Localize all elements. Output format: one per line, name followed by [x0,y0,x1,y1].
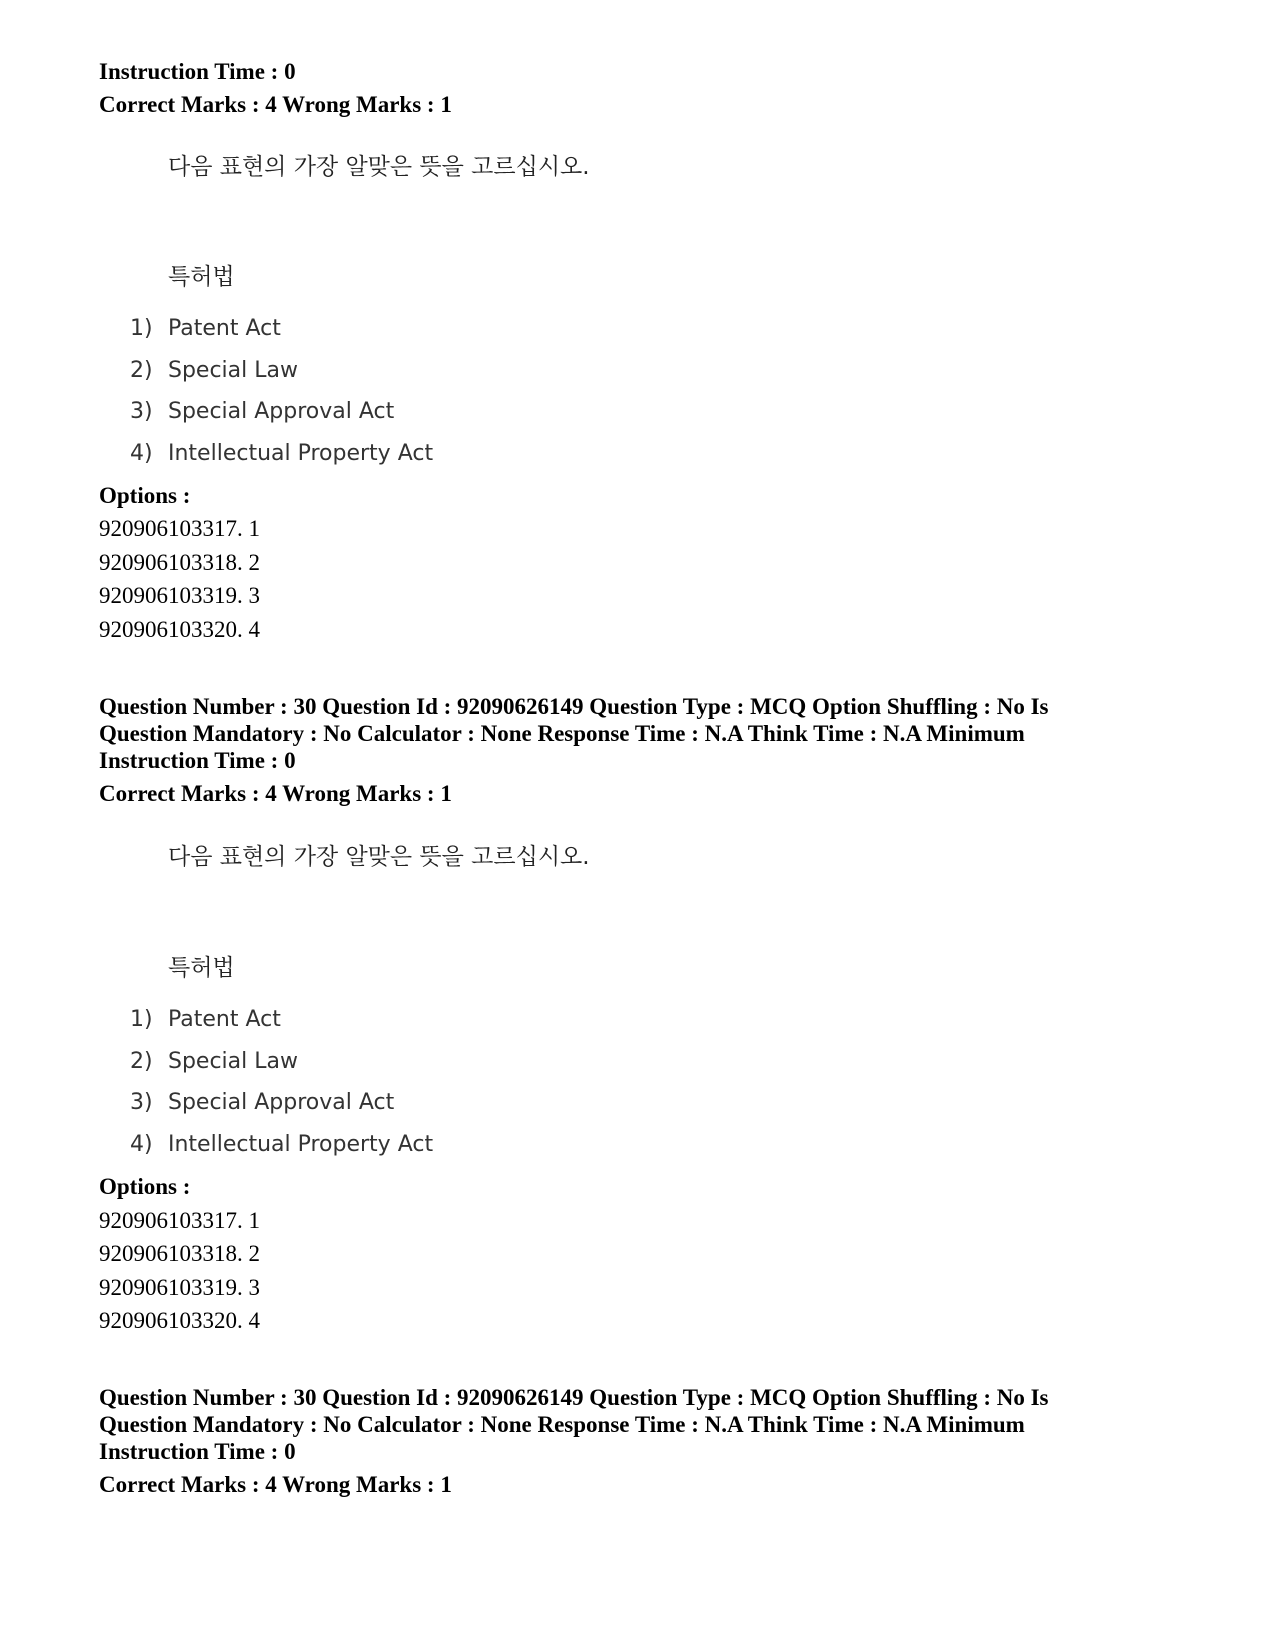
options-label: Options : [99,1174,191,1199]
question-header-line: Question Mandatory : No Calculator : None Response Time : N.A Think Time : N.A Minimum [99,1412,1025,1437]
instruction-time: Instruction Time : 0 [99,1439,296,1464]
option-line: 920906103320. 4 [99,1308,260,1333]
instruction-time: Instruction Time : 0 [99,59,296,84]
choice-item: 2) Special Law [130,358,298,383]
choice-item: 1) Patent Act [130,316,281,341]
option-line: 920906103317. 1 [99,1208,260,1233]
marks-line: Correct Marks : 4 Wrong Marks : 1 [99,781,452,806]
choice-item: 4) Intellectual Property Act [130,1132,434,1157]
question-header-line: Question Number : 30 Question Id : 92090626149 Question Type : MCQ Option Shuffling : No Is [99,694,1049,719]
option-line: 920906103317. 1 [99,516,260,541]
option-line: 920906103318. 2 [99,550,260,575]
choice-item: 3) Special Approval Act [130,1090,395,1115]
choice-item: 2) Special Law [130,1049,298,1074]
option-line: 920906103320. 4 [99,617,260,642]
question-header-line: Question Number : 30 Question Id : 92090626149 Question Type : MCQ Option Shuffling : No Is [99,1385,1049,1410]
option-line: 920906103319. 3 [99,1275,260,1300]
choice-item: 3) Special Approval Act [130,399,395,424]
instruction-time: Instruction Time : 0 [99,748,296,773]
question-header-line: Question Mandatory : No Calculator : None Response Time : N.A Think Time : N.A Minimum [99,721,1025,746]
question-prompt: 다음 표현의 가장 알맞은 뜻을 고르십시오. [168,154,590,180]
choice-item: 1) Patent Act [130,1007,281,1032]
question-prompt: 다음 표현의 가장 알맞은 뜻을 고르십시오. [168,844,590,870]
option-line: 920906103318. 2 [99,1241,260,1266]
options-label: Options : [99,483,191,508]
question-term: 특허법 [168,955,235,981]
option-line: 920906103319. 3 [99,583,260,608]
question-term: 특허법 [168,264,235,290]
marks-line: Correct Marks : 4 Wrong Marks : 1 [99,92,452,117]
marks-line: Correct Marks : 4 Wrong Marks : 1 [99,1472,452,1497]
choice-item: 4) Intellectual Property Act [130,441,434,466]
